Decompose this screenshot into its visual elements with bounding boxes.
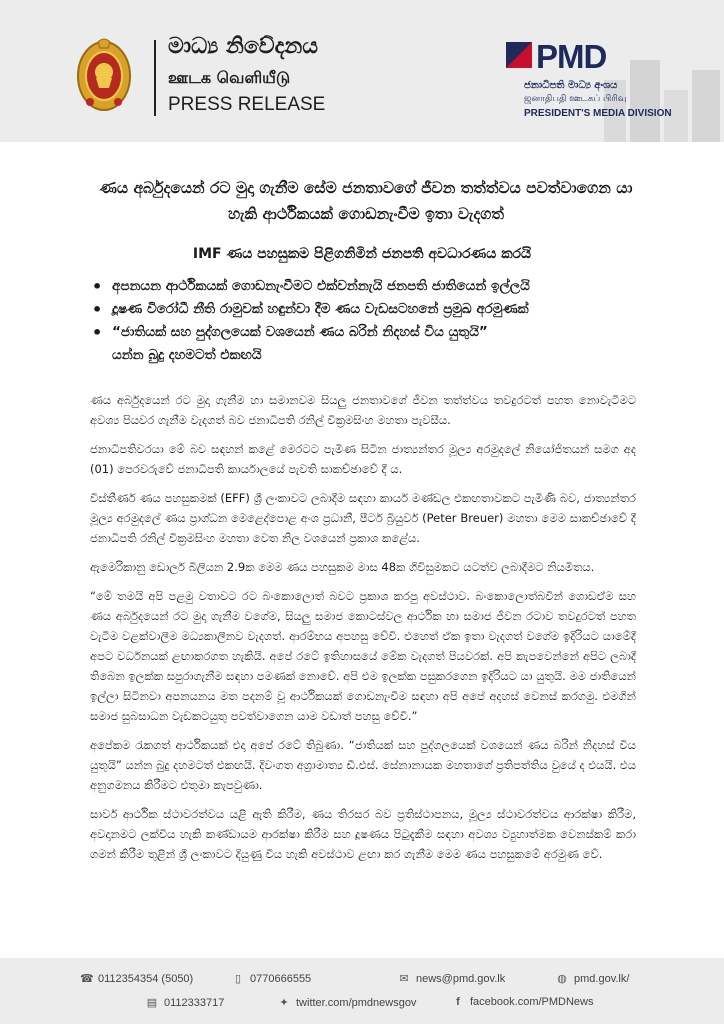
- highlight-item: • අපනයන ආර්ථිකයක් ගොඩනැංවීමට එක්වන්නැයි ජනපති ජාතියෙන් ඉල්ලයි: [92, 275, 652, 298]
- fax-icon: ▤: [146, 997, 158, 1009]
- phone-icon: ☎: [80, 973, 94, 985]
- body-paragraph: ඇමෙරිකානු ඩොලර් බිලියන 2.9ක මෙම ණය පහසුකම මාස 48ක ගිවිසුමකට යටත්ව ලබාදීමට නියමිතය.: [90, 560, 595, 574]
- pmd-name-english: PRESIDENT'S MEDIA DIVISION: [524, 108, 672, 119]
- header-title-sinhala: මාධ්‍ය නිවේදනය: [168, 34, 319, 59]
- twitter-icon: ✦: [279, 997, 289, 1009]
- highlight-item: • දූෂණ විරෝධී නීති රාමුවක් හඳුන්වා දීම ණය වැඩසටහනේ ප්‍රමුඛ අරමුණක්: [92, 298, 652, 321]
- pmd-name-tamil: ஜனாதிபதி ஊடகப் பிரிவு: [524, 94, 627, 104]
- footer-website[interactable]: ◍ pmd.gov.lk/: [557, 973, 630, 985]
- contact-footer: [0, 958, 724, 1024]
- footer-facebook[interactable]: f facebook.com/PMDNews: [452, 996, 594, 1008]
- body-paragraph: සාර්ව ආර්ථික ස්ථාවරත්වය යළි ඇති කිරීම, ණය තිරසර බව ප්‍රතිස්ථාපනය, මූල්‍ය ස්ථාවරත්වය ආරක්ෂා කිරීම, අවදානමට ලක්විය හැකි කණ්ඩායම ආරක්ෂා කිරීම සහ දූෂණය පිටුදැකීම සඳහා අවශ්‍ය ව්‍යුහාත්මක වෙනස්කම් කරා ගමන් කිරීම තුළින් ශ්‍රී ලංකාවට දියුණු විය හැකි අවස්ථාව ළඟා කර ගැනීම මෙම ණය පහසුකමේ අරමුණ වේ.: [90, 807, 636, 861]
- press-release-header: [0, 0, 724, 142]
- footer-email[interactable]: ✉ news@pmd.gov.lk: [399, 973, 506, 985]
- highlight-item: • “ජාතියක් සහ පුද්ගලයෙක් වශයෙන් ණය බරින් නිදහස් විය යුතුයි”: [92, 321, 652, 344]
- pmd-logo: [506, 38, 646, 78]
- footer-fax: ▤ 0112333717: [146, 997, 225, 1009]
- highlights-list: [92, 275, 652, 367]
- body-paragraph: ණය අර්බුදයෙන් රට මුදා ගැනීම හා සමානවම සියලු ජනතාවගේ ජීවන තත්ත්වය තවදුරටත් පහත නොවැටීමට අවශ්‍ය පියවර ගැනීම වැදගත් බව ජනාධිපති රනිල් වික්‍රමසිංහ මහතා පැවසීය.: [90, 393, 636, 427]
- footer-phone: ☎ 0112354354 (5050): [80, 973, 194, 985]
- header-title-english: PRESS RELEASE: [168, 94, 326, 115]
- article-body: [90, 390, 636, 873]
- body-paragraph: “මේ තමයි අපි පළමු වතාවට රට බංකොලොත් බවට ප්‍රකාශ කරපු අවස්ථාව. බංකොලොත්බවින් ගොඩඒම සහ ණය අර්බුදයෙන් රට මුදා ගැනීම වගේම, සියලු සමාජ කොටස්වල ආර්ථික හා සමාජ ජීවන රටාව තවදුරටත් පහත වැටීම වළක්වාලීම මධ්‍යකාලීනව වැදගත්. ආරම්භය අපහසු වේවි. එහෙත් ඒක ඉතා වැදගත් වගේම ඉදිරියට යාමේදී අපට වර්ධනයක් ළඟාකරගත හැකියි. අපේ රටේ ඉතිහාසයේ මේක වැදගත් පියවරක්. අපි කැපවෙන්නේ අපිට ලබාදී තිබෙන ඉලක්ක සපුරාගැනීම සඳහා පමණක් නොවේ. අපි එම ඉලක්ක පසුකරගෙන ඉදිරියට යා යුතුයි. මම ජාතියෙන් ඉල්ලා සිටිනවා අපනයනය මත පදනම් වූ ආර්ථිකයක් ගොඩනැංවීම සඳහා අපි අපේ අදහස් වෙනස් කරගමු. එමගින් සමාජ සුබසාධන වැඩකටයුතු පවත්වාගෙන යාම වඩාත් පහසු වේවි.”: [90, 589, 636, 723]
- mobile-icon: ▯: [234, 973, 242, 985]
- body-paragraph: විස්තීර්ණ ණය පහසුකමක් (EFF) ශ්‍රී ලංකාවට ලබාදීම සඳහා කාර්ය මණ්ඩල එකඟතාවකට පැමිණි බව, ජාත්‍යන්තර මූල්‍ය අරමුදලේ ණය ප්‍රාග්ධන මෙළෙද්පොළ අංශ ප්‍රධානී, පීටර් බ්‍රියුවර් (Peter Breuer) මහතා මෙම සාකච්ඡාවේ දී ජනාධිපති රනිල් වික්‍රමසිංහ මහතා වෙත නිල වශයෙන් ප්‍රකාශ කළේය.: [90, 491, 636, 545]
- body-paragraph: ජනාධිපතිවරයා මේ බව සඳහන් කළේ මෙරටට පැමිණ සිටින ජාත්‍යන්තර මූල්‍ය අරමුදලේ නියෝජිතයන් සමග අද (01) පෙරවරුවේ ජනාධිපති කාර්යාලයේ පැවති සාකච්ඡාවේ දී ය.: [90, 442, 636, 476]
- headline: ණය අර්බුදයෙන් රට මුදා ගැනීම සේම ජනතාවගේ ජීවන තත්ත්වය පවත්වාගෙන යා හැකි ආර්ථිකයක් ගොඩනැංවීම ඉතා වැදගත්: [99, 179, 633, 223]
- subheadline: IMF ණය පහසුකම පිළිගනිමින් ජනපති අවධාරණය කරයි: [192, 246, 532, 262]
- sri-lanka-emblem-icon: [76, 36, 132, 114]
- email-icon: ✉: [399, 973, 409, 985]
- pmd-name-sinhala: ජනාධිපති මාධ්‍ය අංශය: [524, 80, 618, 91]
- footer-twitter[interactable]: ✦ twitter.com/pmdnewsgov: [279, 997, 417, 1009]
- highlight-item-continuation: යන්න බුදු දහමටත් එකඟයි: [112, 347, 262, 363]
- globe-icon: ◍: [557, 973, 567, 985]
- header-title-tamil: ஊடக வெளியீடு: [168, 68, 291, 87]
- footer-mobile: ▯ 0770666555: [232, 972, 311, 985]
- facebook-icon: f: [456, 996, 460, 1008]
- header-divider: [154, 40, 156, 116]
- pmd-logo-text: PMD: [536, 38, 607, 75]
- pmd-logo-mark-icon: [506, 42, 532, 68]
- body-paragraph: අපේකම රැකගත් ආර්ථිකයක් එදා අපේ රටේ තිබුණා. “ජාතියක් සහ පුද්ගලයෙක් වශයෙන් ණය බරින් නිදහස් විය යුතුයි” යන්න බුදු දහමටත් එකඟයි. දිවංගත අග්‍රාමාත්‍ය ඩී.එස්. සේනානායක මහතාගේ ප්‍රතිපත්තිය වුයේ ද එයයි. එය අනුගමනය කිරීමට එතුමා කැපවුණා.: [90, 738, 636, 792]
